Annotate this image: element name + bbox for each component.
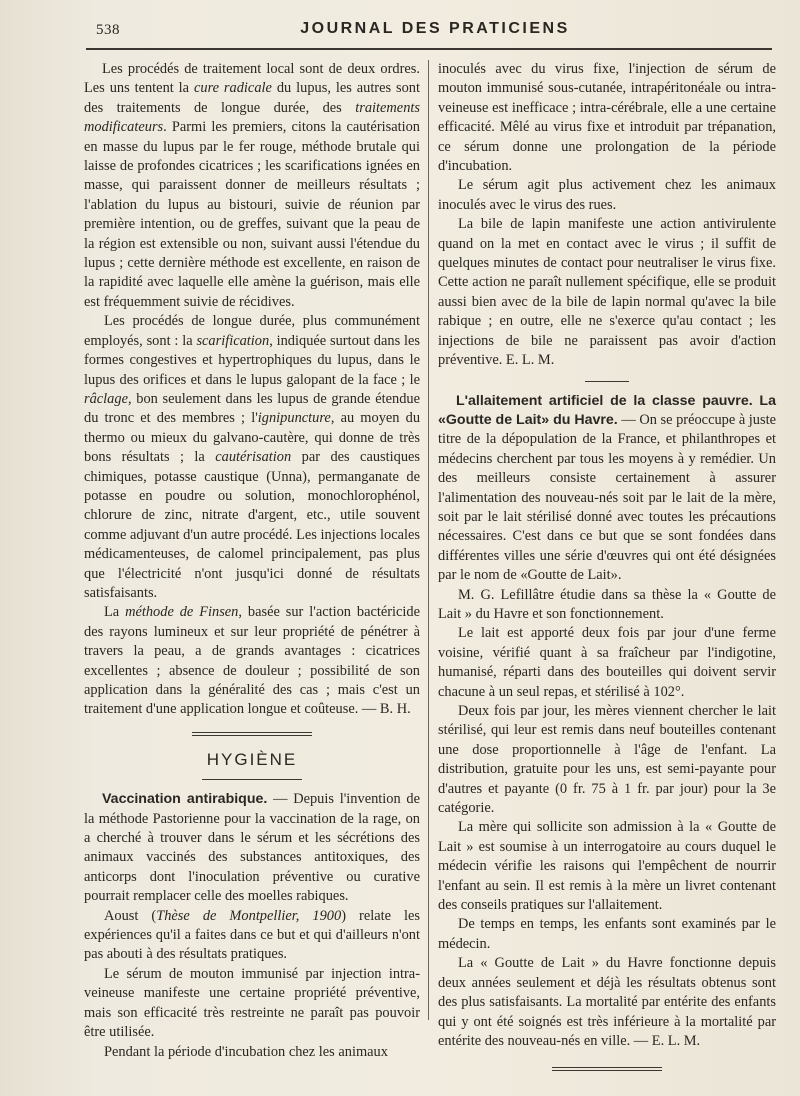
column-divider: [428, 60, 429, 1020]
results-paragraph: La « Goutte de Lait » du Havre fonctionne depuis deux années seulement et déjà les résultats obtenus sont des plus satisfaisants. La mortalité par entérite des enfants qui y ont été soignés est très inférieure à la mortalité par entérite des nouveau-nés en ville. — E. L. M.: [438, 955, 776, 1049]
rabbit-bile-paragraph: La bile de lapin manifeste une action antivirulente quand on la met en contact avec le virus ; il suffit de quelques minutes de contact pour neutraliser le virus fixe. Cette action ne paraît nullement spécifique, elle se produit aussi bien avec de la bile de lapin normal qu'avec la bile rabique ; en outre, elle ne s'exerce qu'au contact ; les injections de bile ne paraissent pas avoir d'action préventive. E. L. M.: [438, 216, 776, 369]
milk-delivery-paragraph: Le lait est apporté deux fois par jour d'une ferme voisine, vérifié quant à sa fraîcheur par l'indigotine, humanisé, réparti dans des bouteilles qui doivent servir chacune à un seul repas, et stérilisé à 102°.: [438, 625, 776, 700]
sheep-serum-paragraph: Le sérum de mouton immunisé par injection intra-veineuse manifeste une certaine propriété préventive, mais son efficacité très restreinte ne paraît pas pouvoir être utilisée.: [84, 965, 420, 1041]
right-column: [438, 60, 776, 1071]
article-title-goutte-de-lait: L'allaitement artificiel de la classe pauvre. La «Goutte de Lait» du Havre.: [438, 392, 776, 428]
section-heading-rule: [202, 779, 302, 780]
journal-title: JOURNAL DES PRATICIENS: [300, 20, 570, 37]
page-number: 538: [96, 22, 120, 38]
lupus-local-treatment-paragraph: Les procédés de traitement local sont de deux ordres. Les uns tentent la cure radicale du lupus, les autres sont des traitements de longue durée, des traitements modificateurs. Parmi les premiers, citons la cautérisation en masse du lupus par le fer rouge, méthode brutale qui laisse de profondes cicatrices ; les scarifications ignées en masse, qui paraissent donner de meilleurs résultats ; l'ablation du lupus au bistouri, suivie de réunion par première intention, ou de greffes, suivant que la peau de la région est extensible ou non, suivant aussi l'étendue du lupus ; cette dernière méthode est excellente, en raison de la rapidité avec laquelle elle amène la guérison, mais elle est fréquemment suivie de récidives.: [84, 61, 420, 310]
lefillatre-thesis-paragraph: M. G. Lefillâtre étudie dans sa thèse la « Goutte de Lait » du Havre et son fonctionnement.: [438, 586, 776, 622]
article-separator: [585, 381, 629, 382]
aoust-thesis-paragraph: Aoust (Thèse de Montpellier, 1900) relate les expériences qu'il a faites dans ce but et qui d'ailleurs n'ont pas abouti à des résultats pratiques.: [84, 907, 420, 963]
left-column: [84, 60, 420, 1062]
article-title-vaccination: Vaccination antirabique.: [102, 791, 268, 808]
end-separator: [552, 1067, 662, 1071]
finsen-method-paragraph: La méthode de Finsen, basée sur l'action bactéricide des rayons lumineux et sur leur propriété de pénétrer à travers la peau, a de grands avantages : cicatrices excellentes ; absence de douleur ; possibilité de son application dans la généralité des cas ; mais c'est un traitement d'une application longue et coûteuse. — B. H.: [84, 604, 420, 718]
antirabies-vaccination-paragraph: Vaccination antirabique. — Depuis l'invention de la méthode Pastorienne pour la vaccination de la rage, on a cherché à trouver dans le sérum et les sécrétions des animaux vaccinés des substances antitoxiques, des anticorps dont l'inoculation préventive ou curative pourrait remplacer celle des moelles rabiques.: [84, 791, 420, 905]
section-heading-hygiene: HYGIÈNE: [206, 749, 298, 769]
section-separator: [192, 732, 312, 736]
incubation-paragraph-continued: inoculés avec du virus fixe, l'injection de sérum de mouton immunisé sous-cutanée, intrapéritonéale ou intra-veineuse est inefficace ; intra-cérébrale, elle a une certaine efficacité. Mêlé au virus fixe et introduit par trépanation, ce sérum donne une prolongation de la période d'incubation.: [438, 61, 776, 175]
running-head: [96, 18, 774, 44]
street-virus-paragraph: Le sérum agit plus activement chez les animaux inoculés avec le virus des rues.: [438, 177, 776, 213]
admission-paragraph: La mère qui sollicite son admission à la « Goutte de Lait » est soumise à un interrogatoire au cours duquel le médecin vérifie les raisons qui l'empêchent de nourrir l'enfant au sein. Il est remis à la mère un livret contenant des conseils pratiques sur l'allaitement.: [438, 819, 776, 914]
incubation-paragraph-start: Pendant la période d'incubation chez les animaux: [104, 1043, 388, 1060]
header-rule: [86, 48, 772, 50]
artificial-feeding-paragraph: L'allaitement artificiel de la classe pauvre. La «Goutte de Lait» du Havre. — On se préoccupe à juste titre de la dépopulation de la France, et philanthropes et médecins cherchent par tous les moyens à y remédier. Un des meilleurs consiste certainement à assurer l'alimentation des nouveau-nés soit par le lait de la mère, soit par le lait stérilisé donné avec toutes les précautions nécessaires. C'est dans ce but que se sont fondées dans différentes villes une série d'œuvres qui ont été désignées par le nom de «Goutte de Lait».: [438, 392, 776, 584]
long-duration-procedures-paragraph: Les procédés de longue durée, plus communément employés, sont : la scarification, indiquée surtout dans les formes congestives et hypertrophiques du lupus, dans le lupus des orifices et dans le lupus galopant de la face ; le râclage, bon seulement dans les lupus de grande étendue du tronc et des membres ; l'ignipuncture, au moyen du thermo ou mieux du galvano-cautère, qui donne de très bons résultats ; la cautérisation par des caustiques chimiques, potasse caustique (Unna), permanganate de potasse en poudre ou solution, monochlorophénol, chlorure de zinc, nitrate d'argent, etc., utile souvent comme adjuvant d'un autre procédé. Les injections locales médicamenteuses, de calomel principalement, pas plus que l'électricité n'ont jusqu'ici donné de résultats satisfaisants.: [84, 313, 421, 601]
examination-paragraph: De temps en temps, les enfants sont examinés par le médecin.: [438, 916, 776, 952]
distribution-paragraph: Deux fois par jour, les mères viennent chercher le lait stérilisé, qui leur est remis dans neuf bouteilles contenant une dose proportionnelle à l'âge de l'enfant. La distribution, gratuite pour les uns, est semi-payante pour d'autres et payante (0 fr. 75 à 1 fr. par jour) pour la 3e catégorie.: [438, 703, 776, 817]
